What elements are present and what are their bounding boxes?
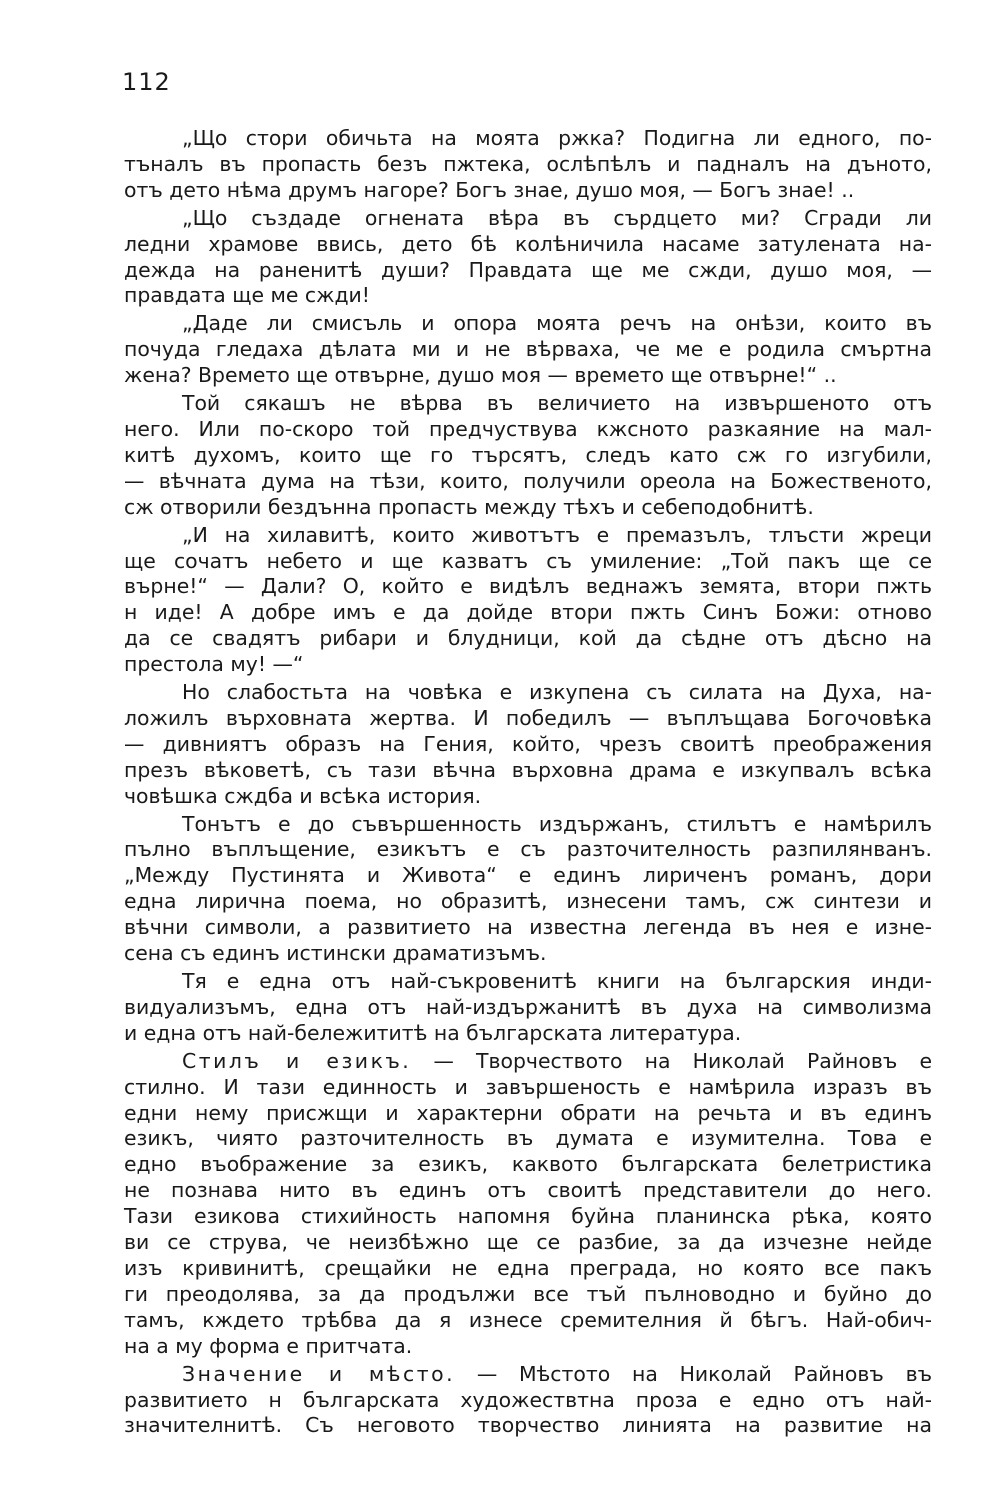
line-text: „Даде ли смисъль и опора моята речъ на онѣзи, които въ bbox=[182, 311, 932, 336]
text-line bbox=[124, 758, 932, 784]
line-text: престола му! —“ bbox=[124, 652, 304, 677]
text-line bbox=[124, 1101, 932, 1127]
line-text: значителнитѣ. Съ неговото творчество линията на развитие на bbox=[124, 1413, 932, 1438]
line-text: него. Или по-скоро той предчуствува кжсното разкаяние на мал- bbox=[124, 416, 932, 441]
line-text: „И на хилавитѣ, които животътъ е премазълъ, тлъсти жреци bbox=[182, 522, 932, 547]
text-line bbox=[124, 915, 932, 941]
text-line bbox=[124, 995, 932, 1021]
text-line bbox=[124, 178, 932, 204]
line-text: н иде! А добре имъ е да дойде втори пжть Синъ Божи: отново bbox=[124, 600, 932, 625]
text-line bbox=[124, 417, 932, 443]
text-line bbox=[124, 1362, 932, 1388]
text-line bbox=[124, 523, 932, 549]
line-text: — дивниятъ образъ на Гения, който, чрезъ своитѣ преображения bbox=[124, 731, 932, 756]
line-text: ви се струва, че неизбѣжно ще се разбие, за да изчезне нейде bbox=[124, 1230, 932, 1255]
text-line bbox=[124, 941, 932, 967]
text-line bbox=[124, 549, 932, 575]
line-text: не познава нито въ единъ отъ своитѣ представители до него. bbox=[124, 1178, 932, 1203]
text-line bbox=[124, 206, 932, 232]
text-line bbox=[124, 337, 932, 363]
text-line bbox=[124, 258, 932, 284]
line-text: „Що създаде огнената вѣра въ сърдцето ми? Сгради ли bbox=[182, 205, 932, 230]
line-text: на а му форма е притчата. bbox=[124, 1333, 413, 1358]
text-line bbox=[124, 652, 932, 678]
line-text: една лирична поема, но образитѣ, изнесени тамъ, сж синтези и bbox=[124, 889, 932, 914]
text-line bbox=[124, 1256, 932, 1282]
line-text: презъ вѣковетѣ, съ тази вѣчна върховна драма е изкупвалъ всѣка bbox=[124, 757, 932, 782]
text-line bbox=[124, 1075, 932, 1101]
line-text: — Творчеството на Николай Райновъ е bbox=[411, 1048, 932, 1073]
text-line bbox=[124, 1049, 932, 1075]
text-line bbox=[124, 1126, 932, 1152]
line-text: изъ кривинитѣ, срещайки не една преграда, но която все пакъ bbox=[124, 1255, 932, 1280]
page-body-text bbox=[124, 124, 932, 1439]
line-text: пълно въплъщение, езикътъ е съ разточителность разпилянванъ. bbox=[124, 837, 932, 862]
text-line bbox=[124, 283, 932, 309]
text-line bbox=[124, 232, 932, 258]
text-line bbox=[124, 363, 932, 389]
line-text: Но слабостьта на човѣка е изкупена съ силата на Духа, на- bbox=[182, 680, 932, 705]
text-line bbox=[124, 812, 932, 838]
text-line bbox=[124, 706, 932, 732]
text-line bbox=[124, 152, 932, 178]
line-text: тамъ, кждето трѣбва да я изнесе сремителния й бѣгъ. Най-обич- bbox=[124, 1307, 932, 1332]
line-text: едно въображение за езикъ, каквото българската белетристика bbox=[124, 1152, 932, 1177]
text-line bbox=[124, 1388, 932, 1414]
line-text: Тази езикова стихийность напомня буйна планинска рѣка, която bbox=[124, 1204, 932, 1229]
line-text: почуда гледаха дѣлата ми и не вѣрваха, че ме е родила смъртна bbox=[124, 337, 932, 362]
line-text: Той сякашъ не вѣрва въ величието на извършеното отъ bbox=[182, 391, 932, 416]
text-line bbox=[124, 391, 932, 417]
text-line bbox=[124, 784, 932, 810]
line-text: ги преодолява, за да продължи все тъй пълноводно и буйно до bbox=[124, 1281, 932, 1306]
text-line bbox=[124, 680, 932, 706]
line-text: жена? Времето ще отвърне, душо моя — времето ще отвърне!“ .. bbox=[124, 363, 837, 388]
text-line bbox=[124, 863, 932, 889]
line-text: дежда на раненитѣ души? Правдата ще ме сжди, душо моя, — bbox=[124, 257, 932, 282]
page-number: 112 bbox=[122, 68, 171, 96]
line-text: едни нему присжщи и характерни обрати на речьта и въ единъ bbox=[124, 1100, 932, 1125]
section-heading: Значение и мѣсто. bbox=[182, 1361, 456, 1386]
text-line bbox=[124, 469, 932, 495]
line-text: ложилъ върховната жертва. И победилъ — въплъщава Богочовѣка bbox=[124, 705, 932, 730]
line-text: Тя е една отъ най-съкровенитѣ книги на българския инди- bbox=[182, 969, 932, 993]
line-text: тъналъ въ пропасть безъ пжтека, ослѣпѣлъ и падналъ на дъното, bbox=[124, 151, 932, 176]
line-text: развитието н българската художествтна проза е едно отъ най- bbox=[124, 1387, 932, 1412]
text-line bbox=[124, 889, 932, 915]
text-line bbox=[124, 1204, 932, 1230]
text-line bbox=[124, 443, 932, 469]
text-line bbox=[124, 1152, 932, 1178]
line-text: Тонътъ е до съвършенность издържанъ, стилътъ е намѣрилъ bbox=[182, 811, 932, 836]
text-line bbox=[124, 1021, 932, 1047]
text-line bbox=[124, 837, 932, 863]
line-text: да се свадятъ рибари и блудници, кой да сѣдне отъ дѣсно на bbox=[124, 626, 932, 651]
text-line bbox=[124, 495, 932, 521]
line-text: човѣшка сждба и всѣка история. bbox=[124, 783, 482, 808]
text-line bbox=[124, 969, 932, 995]
line-text: ще сочатъ небето и ще казватъ съ умиление: „Той пакъ ще се bbox=[124, 548, 932, 573]
line-text: правдата ще ме сжди! bbox=[124, 283, 370, 308]
line-text: сена съ единъ истински драматизъмъ. bbox=[124, 941, 547, 966]
section-heading: Стилъ и езикъ. bbox=[182, 1048, 412, 1073]
line-text: „Що стори обичьта на моята ржка? Подигна ли едного, по- bbox=[182, 126, 932, 150]
line-text: вѣчни символи, а развитието на известна легенда въ нея е изне- bbox=[124, 915, 932, 940]
line-text: видуализъмъ, една отъ най-издържанитѣ въ духа на символизма bbox=[124, 994, 932, 1019]
text-line bbox=[124, 574, 932, 600]
line-text: китѣ духомъ, които ще го търсятъ, следъ като сж го изгубили, bbox=[124, 442, 932, 467]
line-text: — Мѣстото на Николай Райновъ въ bbox=[455, 1361, 932, 1386]
text-line bbox=[124, 1230, 932, 1256]
text-line bbox=[124, 1178, 932, 1204]
text-line bbox=[124, 1334, 932, 1360]
text-line bbox=[124, 1282, 932, 1308]
line-text: ледни храмове ввись, дето бѣ колѣничила насаме затулената на- bbox=[124, 231, 932, 256]
text-line bbox=[124, 600, 932, 626]
line-text: отъ дето нѣма друмъ нагоре? Богъ знае, душо моя, — Богъ знае! .. bbox=[124, 177, 855, 202]
line-text: езикъ, чиято разточителность въ думата е изумителна. Това е bbox=[124, 1126, 932, 1151]
text-line bbox=[124, 126, 932, 152]
text-line bbox=[124, 1413, 932, 1439]
line-text: сж отворили бездънна пропасть между тѣхъ и себеподобнитѣ. bbox=[124, 494, 814, 519]
line-text: „Между Пустинята и Живота“ е единъ лириченъ романъ, дори bbox=[124, 863, 932, 888]
text-line bbox=[124, 311, 932, 337]
text-line bbox=[124, 1308, 932, 1334]
line-text: стилно. И тази единность и завършеность е намѣрила изразъ въ bbox=[124, 1074, 932, 1099]
line-text: върне!“ — Дали? О, който е видѣлъ веднажъ земята, втори пжть bbox=[124, 574, 932, 599]
line-text: — вѣчната дума на тѣзи, които, получили ореола на Божественото, bbox=[124, 468, 932, 493]
text-line bbox=[124, 732, 932, 758]
line-text: и една отъ най-бележититѣ на българската литература. bbox=[124, 1020, 742, 1045]
text-line bbox=[124, 626, 932, 652]
